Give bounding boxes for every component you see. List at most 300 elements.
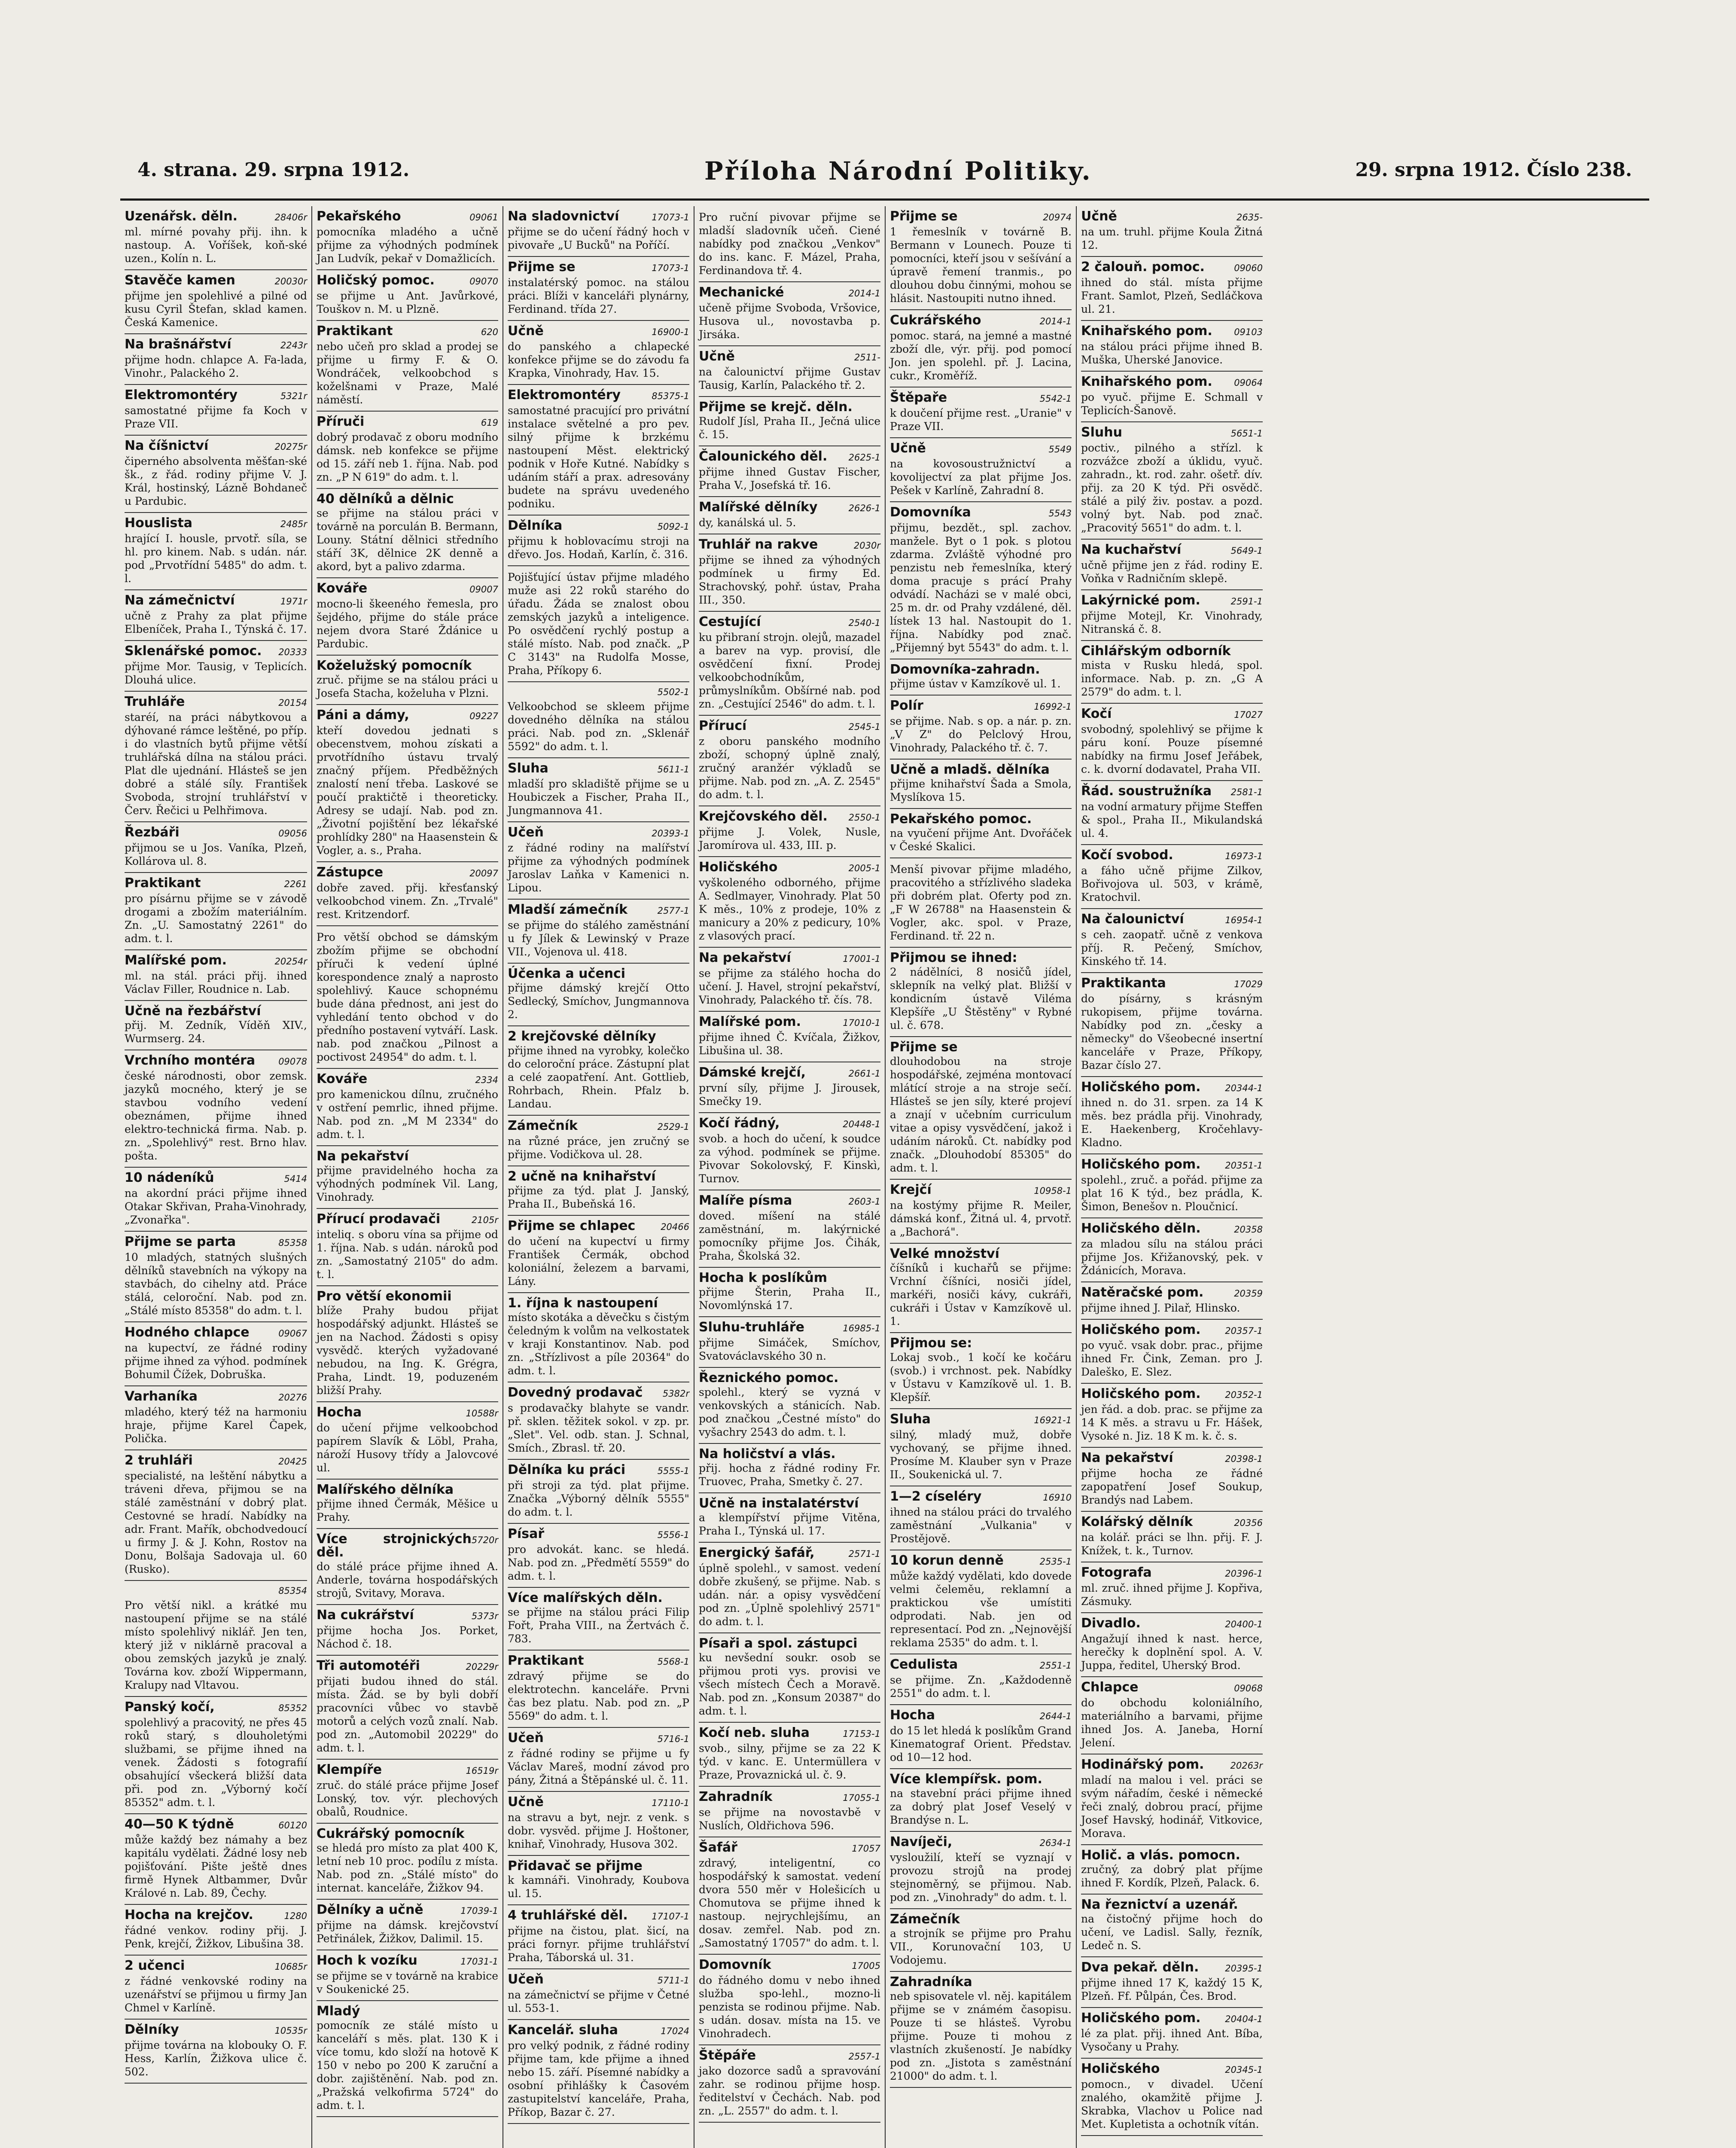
- ad-title: Učně: [508, 1794, 544, 1809]
- ad-body: se přijme na stálou práci v továrně na porculán B. Bermann, Louny. Státní dělnici středního stáří 3K, dělnice 2K denně a akord, byt a palivo zdarma.: [317, 507, 498, 573]
- ad-body: ihned do stál. místa přijme Frant. Samlot, Plzeň, Sedláčkova ul. 21.: [1081, 276, 1263, 315]
- ad-code: 2545-1: [848, 722, 880, 732]
- ad-heading: [508, 967, 689, 980]
- ad-code: 17001-1: [843, 954, 880, 964]
- ad-heading: [125, 516, 307, 531]
- ad-body: blíže Prahy budou přijat hospodářský adjunkt. Hlásteš se jen na Nachod. Žádosti s opisy vysvědč. kterých vyžadované nebudou, na Ing. K. Grégra, Praha, Lindt. 19, poduzeném bližší Prahy.: [317, 1304, 498, 1397]
- classified-ad: [1081, 206, 1263, 257]
- ad-code: 2591-1: [1230, 596, 1263, 607]
- ad-body: přijme Simáček, Smíchov, Svatováclavského 30 n.: [699, 1336, 880, 1362]
- ad-body: do panského a chlapecké konfekce přijme se do závodu fa Krapka, Vinohrady, Hav. 15.: [508, 340, 689, 379]
- ad-title: Páni a dámy,: [317, 708, 409, 723]
- classified-ad: [317, 1760, 498, 1824]
- ad-title: Panský kočí,: [125, 1699, 215, 1715]
- ad-heading: [890, 1835, 1072, 1850]
- ad-body: a klempířství přijme Vitěna, Praha I., Týnská ul. 17.: [699, 1511, 880, 1537]
- ad-body: a fáho učně přijme Zilkov, Bořivojova ul. 503, v krámě, Kratochvil.: [1081, 864, 1263, 903]
- ad-heading: [125, 210, 307, 224]
- ad-code: 5373r: [471, 1611, 498, 1621]
- ad-body: mladého, který též na harmoniu hraje, přijme Karel Čapek, Polička.: [125, 1406, 307, 1445]
- ad-code: 20344-1: [1225, 1083, 1263, 1093]
- ad-heading: [890, 391, 1072, 406]
- ad-title: Učně: [699, 349, 735, 364]
- ad-heading: [508, 1463, 689, 1478]
- ad-body: Lokaj svob., 1 kočí ke kočáru (svob.) i vrchnost. pek. Nabídky v Ústavu v Kamzíkově ul. 1. B. Klepšíř.: [890, 1351, 1072, 1404]
- ad-title: Učeň: [508, 1972, 544, 1987]
- classified-ad: [890, 1550, 1072, 1654]
- classified-ad: [699, 1113, 880, 1190]
- ad-title: Kočí: [1081, 706, 1112, 721]
- classified-ad: [317, 1950, 498, 2001]
- ad-heading: [890, 663, 1072, 676]
- ad-heading: [317, 1483, 498, 1496]
- ad-body: Angažují ihned k nast. herce, herečky k doplnění spol. A. V. Juppa, ředitel, Uherský Brod.: [1081, 1632, 1263, 1672]
- ad-title: 2 učenci: [125, 1958, 185, 1973]
- ad-title: Praktikant: [317, 323, 393, 339]
- classified-ad: [508, 516, 689, 566]
- ad-body: učně z Prahy za plat přijme Elbeníček, Praha I., Týnská č. 17.: [125, 610, 307, 635]
- ad-heading: [699, 2049, 880, 2063]
- ad-heading: [508, 1219, 689, 1234]
- ad-title: Mladší zámečník: [508, 902, 628, 917]
- ad-heading: [125, 338, 307, 352]
- ad-heading: [699, 500, 880, 515]
- ad-title: Na brašnářství: [125, 337, 231, 352]
- ad-body: 1 řemeslník v továrně B. Bermann v Lounech. Pouze ti pomocníci, kteří jsou v sešívání a úpravě řemení tranmis., po dlouhou dobu činnými, mohou se hlásit. Nastoupiti nutno ihned.: [890, 226, 1072, 305]
- ad-title: Přijmou se ihned:: [890, 950, 1017, 965]
- ad-body: inteliq. s oboru vína sa přijme od 1. října. Nab. s udán. nároků pod zn. „Samostatný 2105" do adm. t. l.: [317, 1228, 498, 1281]
- classified-ad: [508, 1460, 689, 1524]
- ad-body: silný, mladý muž, dobře vychovaný, se přijme ihned. Prosíme M. Klauber syn v Praze II., Soukenická ul. 7.: [890, 1428, 1072, 1481]
- ad-heading: [890, 1413, 1072, 1427]
- ad-heading: [1081, 1080, 1263, 1095]
- ad-heading: [317, 1212, 498, 1227]
- ad-heading: [1081, 210, 1263, 224]
- ad-heading: [890, 1709, 1072, 1723]
- ad-body: pomocn., v divadel. Učení znalého, okamžitě přijme J. Skrabka, Vlachov u Police nad Met. Kupletista a ochotník vítán.: [1081, 2078, 1263, 2130]
- classified-ad: [125, 1905, 307, 1956]
- classified-ad: [699, 1837, 880, 1955]
- ad-body: z oboru panského modního zboží, schopný úplně znalý, zručný aranžér výkladů se přijme. Nab. pod zn. „A. Z. 2545" do adm. t. l.: [699, 735, 880, 801]
- ad-body: na zámečnictví se přijme v Četné ul. 553-1.: [508, 1989, 689, 2014]
- ad-body: jen řád. a dob. prac. se přijme za 14 K měs. a stravu u Fr. Hášek, Vysoké n. Jiz. 18 K m. k. č. s.: [1081, 1403, 1263, 1442]
- ad-heading: [699, 350, 880, 364]
- classified-ad: [125, 2020, 307, 2084]
- ad-code: 85352: [278, 1703, 307, 1713]
- ad-title: 2 čalouň. pomoc.: [1081, 259, 1205, 275]
- ad-body: pomoc. stará, na jemné a mastné zboží dle, výr. přij. pod pomocí Jon. jen spolehl. př. J. Lacina, cukr., Kroměříž.: [890, 330, 1072, 382]
- ad-code: 20254r: [274, 956, 307, 967]
- ad-heading: [699, 538, 880, 552]
- ad-body: do 15 let hledá k poslíkům Grand Kinematograf Orient. Představ. od 10—12 hod.: [890, 1724, 1072, 1764]
- ad-code: 16954-1: [1225, 915, 1263, 925]
- ad-heading: [890, 951, 1072, 964]
- ad-body: mocno-li škeeného řemesla, pro šejdého, přijme do stále práce nejem dvora Staré Ždánice u Pardubic.: [317, 598, 498, 650]
- ad-heading: [699, 1015, 880, 1030]
- ad-heading: [125, 388, 307, 403]
- ad-title: 10 nádeníků: [125, 1170, 214, 1185]
- ad-body: přijme ihned Čermák, Měšice u Prahy.: [317, 1498, 498, 1523]
- classified-ad: [1081, 1320, 1263, 1384]
- ad-body: Menší pivovar přijme mladého, pracovitého a střízlivého sladeka při dobrém plat. Oferty pod zn. „F W 26788" na Haasenstein & Vogler, akc. spol. v Praze, Ferdinand. tř. 22 n.: [890, 863, 1072, 942]
- ad-body: přijme jen spolehlivé a pilné od kusu Cyril Štefan, sklad kamen. Česká Kamenice.: [125, 290, 307, 329]
- classified-ad: [1081, 845, 1263, 909]
- classified-ad: [508, 1026, 689, 1116]
- ad-body: na um. truhl. přijme Koula Žitná 12.: [1081, 226, 1263, 251]
- ad-title: Malíře písma: [699, 1193, 792, 1208]
- ad-heading: [890, 1773, 1072, 1786]
- ad-body: vyškoleného odborného, přijme A. Sedlmayer, Vinohrady. Plat 50 K měs., 10% z prodeje, 10% z manicury a 20% z pedicury, 10% z vlasových prací.: [699, 876, 880, 942]
- ad-title: Více klempířsk. pom.: [890, 1772, 1042, 1787]
- ad-body: 2 nádělníci, 8 nosičů jídel, sklepník na velký plat. Bližší v kondicním ústavě Viléma Klepšíře „U Štěstěny" v Rybné ul. č. 678.: [890, 966, 1072, 1031]
- classified-ad: [699, 346, 880, 397]
- ad-title: Kočí řádný,: [699, 1116, 780, 1131]
- ad-title: Učně: [508, 323, 544, 339]
- ad-heading: [699, 450, 880, 464]
- ad-code: 1280: [284, 1911, 307, 1921]
- ad-heading: [699, 1371, 880, 1385]
- classified-ad: [125, 1956, 307, 2020]
- ad-title: Malířského dělníka: [317, 1482, 454, 1497]
- classified-ad: [1081, 2008, 1263, 2059]
- ad-title: Učeň: [508, 1730, 544, 1745]
- classified-ad: [699, 1633, 880, 1723]
- ad-heading: [125, 1326, 307, 1340]
- ad-title: Učně: [1081, 209, 1117, 224]
- ad-title: Polír: [890, 698, 923, 713]
- ad-code: 17110-1: [652, 1798, 689, 1808]
- ad-code: 2005-1: [848, 863, 880, 873]
- ad-body: přij. M. Zedník, Víděň XIV., Wurmserg. 24.: [125, 1019, 307, 1045]
- ad-body: pro písárnu přijme se v závodě drogami a zbožím materiálním. Zn. „U. Samostatný 2261" do adm. t. l.: [125, 892, 307, 945]
- classified-ad: [1081, 1282, 1263, 1320]
- classified-ad: [508, 1728, 689, 1792]
- classified-ad: [699, 1317, 880, 1368]
- ad-code: 17027: [1234, 710, 1263, 720]
- ad-body: na vyučení přijme Ant. Dvořáček v České Skalici.: [890, 827, 1072, 853]
- ad-heading: [317, 274, 498, 288]
- ad-heading: [699, 1958, 880, 1973]
- classified-ad: [508, 2020, 689, 2124]
- ad-body: přijme na čistou, plat. šicí, na práci fornyr. přijme truhlářství Praha, Táborská ul. 31.: [508, 1925, 689, 1964]
- ad-body: z řádné rodiny na malířství přijme za výhodných podmínek Jaroslav Laňka v Kamenici n. Lipou.: [508, 842, 689, 894]
- classified-ad: [317, 1069, 498, 1146]
- ad-body: svobodný, spolehlivý se přijme k páru koní. Pouze písemné nabídky na firmu Josef Jeřábek, c. k. dvorní dodavatel, Praha VII.: [1081, 723, 1263, 775]
- ad-code: 2635-: [1236, 212, 1263, 223]
- ad-body: spolehl., který se vyzná v venkovských a stánicích. Nab. pod značkou „Čestné místo" do vyšachry 2543 do adm. t. l.: [699, 1386, 880, 1438]
- ad-title: Cukrářský pomocník: [317, 1826, 465, 1841]
- ad-title: Holičského pom.: [1081, 1322, 1201, 1337]
- ad-code: 2030r: [853, 540, 880, 551]
- ad-title: Hocha: [317, 1405, 362, 1420]
- ad-code: 2485r: [280, 519, 307, 529]
- ad-heading: [1081, 426, 1263, 440]
- classified-ad: [508, 385, 689, 516]
- ad-heading: [317, 415, 498, 430]
- ad-title: Dovedný prodavač: [508, 1385, 643, 1400]
- ad-heading: [125, 1818, 307, 1832]
- ad-title: Více strojnických děl.: [317, 1532, 472, 1560]
- ad-heading: [317, 1903, 498, 1918]
- ad-title: Sluhu-truhláře: [699, 1320, 804, 1335]
- ad-body: přijme pravidelného hocha za výhodných podmínek Vil. Lang, Vinohrady.: [317, 1164, 498, 1203]
- ad-body: doved. míšení na stálé zaměstnání, m. lakýrnické pomocníky přijme Jos. Čihák, Praha, Školská 32.: [699, 1210, 880, 1262]
- classified-ad: [317, 1656, 498, 1760]
- classified-ad: [1081, 372, 1263, 422]
- ad-body: k kamnáři. Vinohrady, Koubova ul. 15.: [508, 1874, 689, 1900]
- ad-title: Hocha na krejčov.: [125, 1907, 253, 1922]
- ad-code: 20448-1: [843, 1119, 880, 1129]
- ad-code: 5382r: [662, 1388, 689, 1399]
- classified-ad: [508, 964, 689, 1026]
- ad-code: 5720r: [471, 1535, 498, 1545]
- ad-title: Holičského děln.: [1081, 1221, 1201, 1236]
- ad-heading: [508, 1297, 689, 1310]
- ad-title: Dělníka: [508, 518, 563, 533]
- ad-body: na vodní armatury přijme Steffen & spol., Praha II., Mikulandská ul. 4.: [1081, 800, 1263, 839]
- ad-heading: [508, 762, 689, 776]
- ad-title: Dělníky: [125, 2022, 179, 2037]
- ad-heading: [508, 1591, 689, 1605]
- ad-body: mladší pro skladiště přijme se u Houbiczek a Fischer, Praha II., Jungmannova 41.: [508, 778, 689, 817]
- ad-body: dlouhodobou na stroje hospodářské, zejména montovací mlátící stroje a na stroje sečí. Hlásteš se jen síly, které projeví a znají v učebním curriculum vitae a opisy vysvědčení, jakož i udáním nároků. Ct. nabídky pod značk. „Dlouhodobí 85305" do adm. t. l.: [890, 1055, 1072, 1174]
- ad-code: 20352-1: [1225, 1390, 1263, 1400]
- ad-title: Na číšnictví: [125, 438, 209, 453]
- ad-heading: [508, 1973, 689, 1987]
- column-2: [311, 206, 503, 2148]
- ad-title: Vrchního montéra: [125, 1053, 256, 1068]
- ad-code: 17057: [852, 1843, 880, 1854]
- ad-code: 2261: [284, 879, 307, 889]
- ad-heading: [317, 1954, 498, 1968]
- ad-heading: [890, 1490, 1072, 1504]
- ad-body: samostatné přijme fa Koch v Praze VII.: [125, 404, 307, 430]
- ad-title: Cukrářského: [890, 313, 981, 328]
- classified-ad: [125, 270, 307, 334]
- ad-code: 2511-: [854, 352, 880, 363]
- classified-ad: [699, 948, 880, 1012]
- classified-ad: [317, 1402, 498, 1480]
- ad-title: Mladý: [317, 2004, 360, 2019]
- ad-title: Krejčovského děl.: [699, 809, 828, 824]
- ad-title: Dva pekař. děln.: [1081, 1960, 1199, 1975]
- ad-code: 20395-1: [1225, 1963, 1263, 1974]
- column-5: [885, 206, 1076, 2148]
- ad-body: se přijme. Nab. s op. a nár. p. zn. „V Z" do Pelclový Hrou, Vinohrady, Palackého tř. č. 7.: [890, 715, 1072, 754]
- ad-code: 20356: [1234, 1518, 1263, 1528]
- ad-code: 20229r: [466, 1662, 498, 1672]
- classified-ad: [317, 270, 498, 321]
- ad-code: 20359: [1234, 1288, 1263, 1299]
- classified-ad: [1081, 1077, 1263, 1154]
- ad-title: Na řeznictví a uzenář.: [1081, 1897, 1238, 1912]
- ad-title: 40—50 K týdně: [125, 1817, 234, 1832]
- ad-title: Divadlo.: [1081, 1616, 1141, 1631]
- ad-code: 2529-1: [657, 1122, 689, 1132]
- classified-ad: [508, 1524, 689, 1588]
- ad-code: 5611-1: [657, 764, 689, 775]
- classified-ad: [699, 1493, 880, 1543]
- ad-heading: [508, 1654, 689, 1669]
- ad-body: přijme za týd. plat J. Janský, Praha II., Bubeňská 16.: [508, 1184, 689, 1210]
- ad-heading: [890, 1183, 1072, 1198]
- ad-title: Kancelář. sluha: [508, 2023, 618, 2038]
- ad-body: svob., silny, přijme se za 22 K týd. v kanc. E. Untermüllera v Praze, Provaznická ul. č. 9.: [699, 1742, 880, 1781]
- ad-title: Dělníky a učně: [317, 1902, 423, 1917]
- ad-body: úplně spolehl., v samost. vedení dobře zkušený, se přijme. Nab. s udán. nár. a opisy vysvědčení pod zn. „Úplně spolehlivý 2571" do adm. t. l.: [699, 1562, 880, 1628]
- ad-title: Holičského pom.: [1081, 2011, 1201, 2026]
- ad-title: Malířské pom.: [699, 1014, 801, 1029]
- ad-body: spolehl., zruč. a pořád. přijme za plat 16 K týd., bez prádla, K. Šimon, Benešov n. Ploučnicí.: [1081, 1174, 1263, 1213]
- classified-ad: [125, 436, 307, 513]
- ad-body: do obchodu koloniálního, materiálního a barvami, přijme ihned Jos. A. Janeba, Horní Jelení.: [1081, 1696, 1263, 1749]
- ad-title: Účenka a učenci: [508, 966, 626, 981]
- ad-body: do stálé práce přijme ihned A. Anderle, továrna hospodářských strojů, Svitavy, Morava.: [317, 1560, 498, 1599]
- ad-body: Pojišťující ústav přijme mladého muže asi 22 roků starého do úřadu. Žáda se znalost obou zemských jazyků a inteligence. Po osvědčení rychlý postup a stálé místo. Nab. pod značk. „P C 3143" na Rudolfa Mosse, Praha, Příkopy 6.: [508, 571, 689, 677]
- ad-body: přijme Šterin, Praha II., Novomlýnská 17.: [699, 1286, 880, 1312]
- ad-code: 2626-1: [848, 503, 880, 513]
- ad-title: Lakýrnické pom.: [1081, 593, 1200, 608]
- classified-ad: [1081, 1384, 1263, 1448]
- ad-heading: [125, 274, 307, 288]
- column-6: [1076, 206, 1267, 2148]
- ad-heading: [125, 1235, 307, 1250]
- ad-heading: [1081, 1515, 1263, 1530]
- ad-body: s prodavačky blahyte se vandr. př. sklen. těžitek sokol. v zp. pr. „Slet". Vel. odb. stan. J. Schnal, Smích., Zbrasl. tř. 20.: [508, 1402, 689, 1454]
- ad-heading: [1081, 784, 1263, 799]
- ad-body: do písárny, s krásným rukopisem, přijme továrna. Nabídky pod zn. „česky a německy" do Všeobecné insertní kanceláře v Praze, Příkopy, Bazar číslo 27.: [1081, 992, 1263, 1071]
- classified-ad: [890, 1333, 1072, 1409]
- ad-heading: [890, 763, 1072, 776]
- ad-title: Na pekařství: [699, 950, 791, 965]
- ad-title: Varhaníka: [125, 1389, 198, 1404]
- ad-title: Přírucí: [699, 718, 747, 733]
- classified-ad: [125, 692, 307, 822]
- classified-ad: [125, 641, 307, 692]
- classified-ad: [1081, 1613, 1263, 1677]
- classified-ad: [890, 760, 1072, 809]
- ad-code: 2105r: [471, 1215, 498, 1225]
- ad-body: do učení přijme velkoobchod papírem Slavík & Löbl, Praha, nároží Husovy třídy a Jalovcové ul.: [317, 1422, 498, 1474]
- ad-code: 2644-1: [1039, 1711, 1072, 1721]
- ad-heading: [508, 1795, 689, 1810]
- ad-heading: [125, 1171, 307, 1186]
- ad-heading: [1081, 1961, 1263, 1975]
- ad-body: přijme ústav v Kamzíkově ul. 1.: [890, 677, 1061, 690]
- classified-ad: [699, 446, 880, 497]
- ad-heading: [508, 1030, 689, 1043]
- classified-ad: [317, 1209, 498, 1286]
- classified-ad: [125, 206, 307, 270]
- ad-code: 2625-1: [848, 452, 880, 463]
- column-4: [694, 206, 885, 2148]
- ad-body: z řádné venkovské rodiny na uzenářství se přijmou u firmy Jan Chmel v Karlíně.: [125, 1975, 307, 2014]
- ad-body: na kupectví, ze řádné rodiny přijme ihned za výhod. podmínek Bohumil Čížek, Dobruška.: [125, 1342, 307, 1381]
- ad-body: mista v Rusku hledá, spol. informace. Nab. p. zn. „G A 2579" do adm. t. l.: [1081, 659, 1263, 698]
- classified-ad: [1081, 1845, 1263, 1895]
- classified-ad: [699, 1268, 880, 1317]
- ad-code: 20263r: [1230, 1761, 1263, 1771]
- classified-ad: [125, 1168, 307, 1232]
- classified-ad: [1081, 1677, 1263, 1754]
- ad-heading: [1081, 1323, 1263, 1338]
- ad-heading: [125, 695, 307, 710]
- ad-body: ku nevšední soukr. osob se přijmou proti vys. provisi ve všech místech Čech a Moravě. Nab. pod zn. „Konsum 20387" do adm. t. l.: [699, 1651, 880, 1717]
- ad-code: 20276: [278, 1392, 307, 1403]
- ad-code: 20425: [278, 1456, 307, 1467]
- classified-ad: [508, 1969, 689, 2020]
- ad-body: přijme ihned Č. Kvíčala, Žižkov, Libušina ul. 38.: [699, 1031, 880, 1057]
- ad-title: Sluha: [508, 761, 548, 776]
- ad-heading: [508, 1119, 689, 1134]
- ad-body: se přijme za stálého hocha do učení. J. Havel, strojní pekařství, Vinohrady, Palackého tř. čís. 78.: [699, 967, 880, 1006]
- ad-code: 09061: [469, 212, 498, 223]
- ad-code: 16992-1: [1034, 702, 1072, 712]
- classified-ad: [699, 1955, 880, 2045]
- ad-code: 619: [481, 418, 498, 428]
- ad-body: po vyuč. vsak dobr. prac., přijme ihned Fr. Čink, Zeman. pro J. Daleško, E. Slez.: [1081, 1339, 1263, 1378]
- ad-code: 2334: [475, 1075, 498, 1085]
- ad-body: po vyuč. přijme E. Schmall v Teplicích-Šanově.: [1081, 391, 1263, 417]
- ad-title: Sklenářské pomoc.: [125, 644, 262, 659]
- ad-title: Štěpáře: [699, 2048, 756, 2063]
- ad-title: Sluha: [890, 1412, 931, 1427]
- ad-body: se přijme se v továrně na krabice v Soukenické 25.: [317, 1970, 498, 1995]
- ad-heading: [699, 1726, 880, 1741]
- ad-heading: [508, 1909, 689, 1923]
- classified-ad: [508, 682, 689, 758]
- ad-body: mladí na malou i vel. práci se svým nářadím, české i německé řeči znalý, dobrou prací, přijme Josef Havský, hodinář, Vitkovice, Morava.: [1081, 1774, 1263, 1840]
- classified-ad: [1081, 2059, 1263, 2136]
- ad-code: 09056: [278, 828, 307, 839]
- ad-heading: [317, 2005, 498, 2018]
- ad-body: ihned n. do 31. srpen. za 14 K měs. bez prádla přij. Vinohrady, E. Haekenberg, Kročehlavy-Kladno.: [1081, 1096, 1263, 1149]
- ad-title: Cihlářským odborník: [1081, 644, 1231, 659]
- ad-title: Zámečník: [890, 1912, 960, 1927]
- ad-heading: [125, 644, 307, 659]
- ad-title: Pekařského pomoc.: [890, 812, 1032, 827]
- ad-body: na různé práce, jen zručný se přijme. Vodičkova ul. 28.: [508, 1135, 689, 1161]
- ad-code: 60120: [278, 1820, 307, 1831]
- ad-heading: [125, 1700, 307, 1715]
- classified-ad: [699, 497, 880, 534]
- ad-body: samostatné pracující pro privátní instalace světelné a pro pev. silný přijme k brzkému nastoupení Měst. elektrický podnik v Hoře Kutné. Nabídky s udáním stáří a prax. adresovány budete na správu uvedeného podniku.: [508, 404, 689, 510]
- ad-code: 17029: [1234, 979, 1263, 989]
- ad-heading: [125, 1454, 307, 1468]
- ad-heading: [699, 1637, 880, 1650]
- ad-body: pro kamenickou dílnu, zručného v ostření pemrlic, ihned přijme. Nab. pod zn. „M M 2334" do adm. t. l.: [317, 1088, 498, 1141]
- classified-ad: [508, 321, 689, 385]
- ad-body: přijme ihned 17 K, každý 15 K, Plzeň. Ff. Půlpán, Čes. Brod.: [1081, 1977, 1263, 2002]
- ad-title: Na zámečnictví: [125, 593, 235, 608]
- ad-heading: [508, 210, 689, 224]
- ad-body: do učení na kupectví u firmy František Čermák, obchod koloniální, železem a barvami, Lány.: [508, 1235, 689, 1288]
- classified-ad: [699, 206, 880, 282]
- ad-code: 16921-1: [1034, 1415, 1072, 1425]
- classified-ad: [1081, 1154, 1263, 1218]
- ad-body: na kovosoustružnictví a kovolijectví za plat přijme Jos. Pešek v Karlíně, Zahradní 8.: [890, 458, 1072, 497]
- classified-ad: [890, 659, 1072, 696]
- classified-ad: [1081, 257, 1263, 321]
- ad-code: 20358: [1234, 1224, 1263, 1235]
- ad-heading: [890, 210, 1072, 224]
- classified-ad: [890, 1972, 1072, 2088]
- ad-heading: [1081, 594, 1263, 608]
- classified-ad: [890, 1244, 1072, 1333]
- ad-body: ml. na stál. práci přij. ihned Václav Filler, Roudnice n. Lab.: [125, 970, 307, 995]
- classified-ad: [125, 1581, 307, 1697]
- ad-title: Knihařského pom.: [1081, 323, 1212, 339]
